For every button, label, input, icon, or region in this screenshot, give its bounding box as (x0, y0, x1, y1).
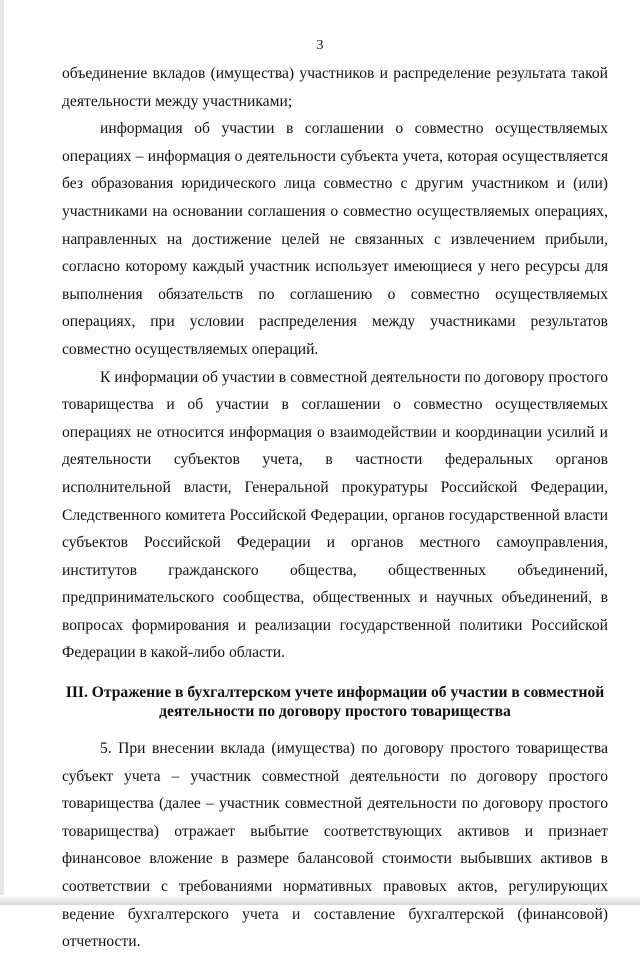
paragraph-continuation: объединение вкладов (имущества) участников и распределение результата такой деятельности между участниками; (62, 65, 608, 110)
section-heading: III. Отражение в бухгалтерском учете информации об участии в совместной деятельности по договору простого товарищества (65, 684, 605, 721)
document-body (62, 60, 608, 956)
page-number: 3 (316, 38, 324, 53)
paragraph-5: 5. При внесении вклада (имущества) по договору простого товарищества субъект учета – участник совместной деятельности по договору простого товарищества (далее – участник совместной деятельности по договору простого товарищества) отражает выбытие соответствующих активов и признает финансовое вложение в размере балансовой стоимости выбывших активов в соответствии с требованиями нормативных правовых актов, регулирующих ведение бухгалтерского учета и составление бухгалтерской (финансовой) отчетности. (62, 740, 608, 951)
paragraph-exclusions: К информации об участии в совместной деятельности по договору простого товарищества и об участии в соглашении о совместно осуществляемых операциях не относится информация о взаимодействии и координации усилий и деятельности субъектов учета, в частности федеральных органов исполнительной власти, Генеральной прокуратуры Российской Федерации, Следственного комитета Российской Федерации, органов государственной власти субъектов Российской Федерации и органов местного самоуправления, институтов гражданского общества, общественных объединений, предпринимательского сообщества, общественных и научных объединений, в вопросах формирования и реализации государственной политики Российской Федерации в какой-либо области. (62, 368, 608, 662)
scan-bottom-edge (0, 895, 640, 905)
scan-edge (0, 0, 4, 905)
paragraph-joint-operations: информация об участии в соглашении о совместно осуществляемых операциях – информация о деятельности субъекта учета, которая осуществляется без образования юридического лица совместно с другим участником и (или) участниками на основании соглашения о совместно осуществляемых операциях, направленных на достижение целей не связанных с извлечением прибыли, согласно которому каждый участник использует имеющиеся у него ресурсы для выполнения обязательств по соглашению о совместно осуществляемых операциях, при условии распределения между участниками результатов совместно осуществляемых операций. (62, 120, 608, 358)
